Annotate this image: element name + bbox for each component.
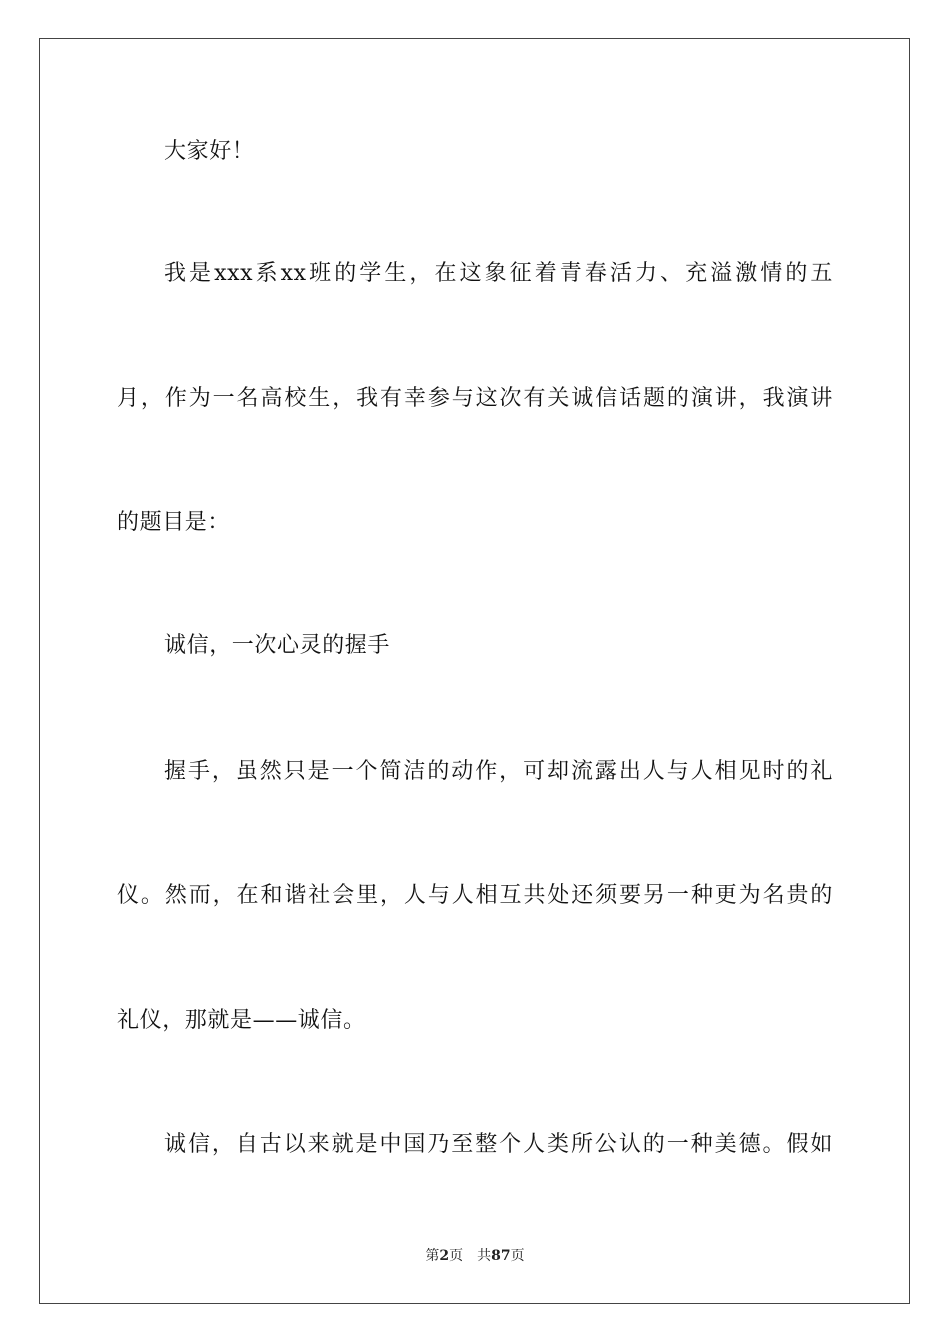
footer-page-suffix: 页 <box>449 1248 464 1264</box>
paragraph-2-line-3: 礼仪，那就是——诚信。 <box>117 1008 366 1033</box>
footer-total-suffix: 页 <box>510 1248 525 1264</box>
page-border <box>39 38 910 1304</box>
paragraph-1-line-3: 的题目是： <box>117 510 231 535</box>
paragraph-1-line-2: 月，作为一名高校生，我有幸参与这次有关诚信话题的演讲，我演讲 <box>117 386 833 411</box>
paragraph-1-line-1: 我是xxx系xx班的学生，在这象征着青春活力、充溢激情的五 <box>164 261 833 286</box>
paragraph-2-line-1: 握手，虽然只是一个简洁的动作，可却流露出人与人相见时的礼 <box>164 759 833 784</box>
footer-total-pages: 87 <box>491 1248 511 1264</box>
paragraph-2-line-2: 仪。然而，在和谐社会里，人与人相互共处还须要另一种更为名贵的 <box>117 883 833 908</box>
footer-total-prefix: 共 <box>477 1248 492 1264</box>
page-footer <box>0 1247 950 1265</box>
footer-page-prefix: 第 <box>425 1248 440 1264</box>
footer-page-number: 2 <box>439 1248 450 1264</box>
greeting-line: 大家好！ <box>164 139 255 164</box>
paragraph-3-line-1: 诚信，自古以来就是中国乃至整个人类所公认的一种美德。假如 <box>164 1132 833 1157</box>
speech-title-line: 诚信，一次心灵的握手 <box>164 633 391 658</box>
